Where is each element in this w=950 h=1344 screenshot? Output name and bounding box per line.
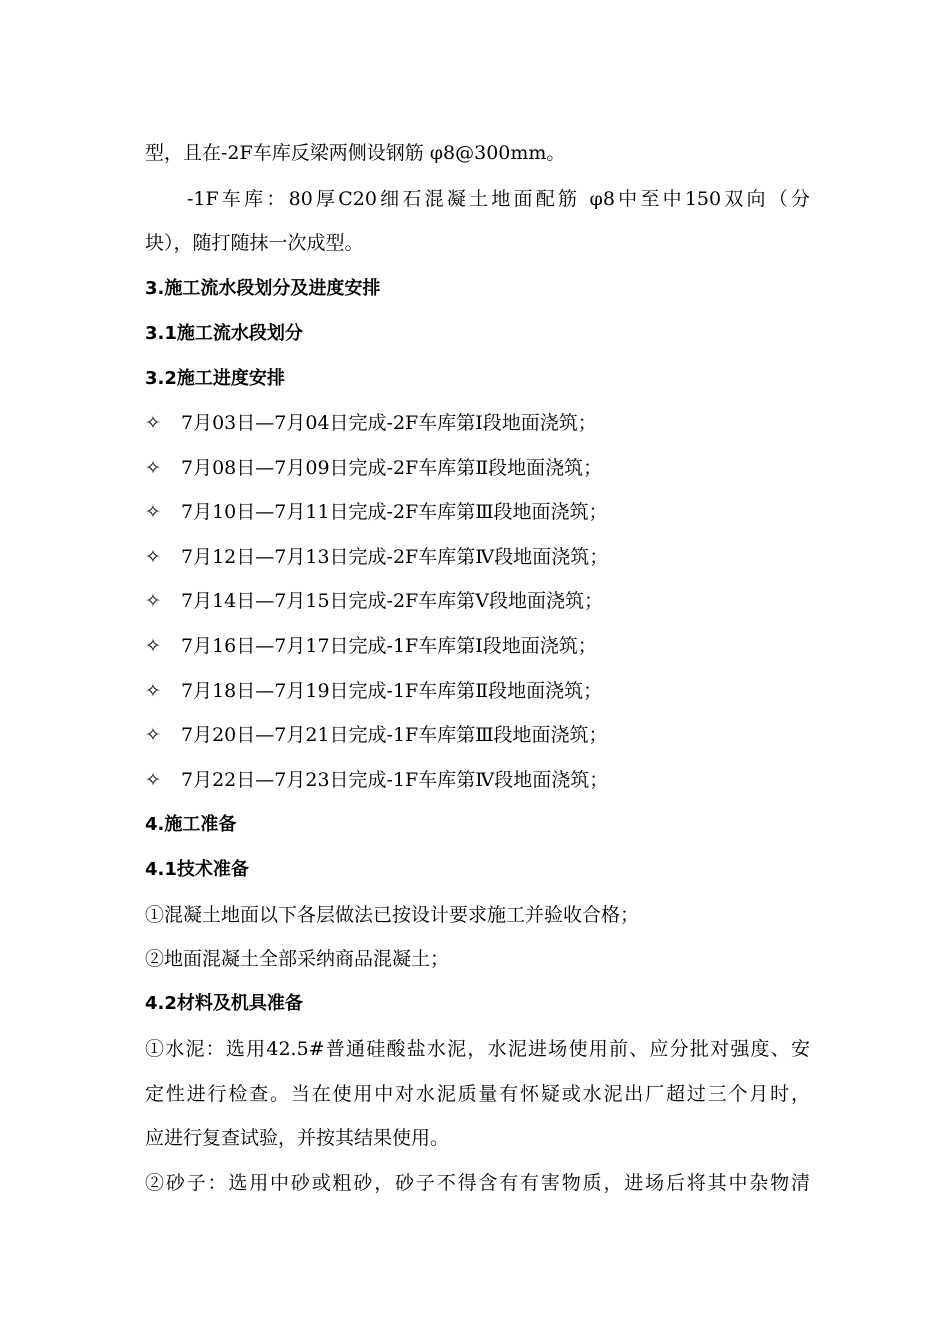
paragraph-line: 应进行复查试验，并按其结果使用。	[145, 1127, 450, 1149]
schedule-item-text: 7月22日—7月23日完成-1F车库第Ⅳ段地面浇筑；	[181, 768, 609, 791]
diamond-bullet-icon: ✧	[145, 501, 161, 524]
schedule-item-text: 7月18日—7月19日完成-1F车库第Ⅱ段地面浇筑；	[181, 679, 603, 702]
paragraph-line: 型，且在-2F车库反梁两侧设钢筋 φ8@300mm。	[145, 142, 566, 164]
subsection-heading: 3.2施工进度安排	[145, 368, 285, 389]
schedule-item	[145, 544, 810, 570]
paragraph-line: ②砂子：选用中砂或粗砂，砂子不得含有有害物质，进场后将其中杂物清	[145, 1172, 810, 1194]
schedule-item	[145, 410, 810, 436]
schedule-item-text: 7月08日—7月09日完成-2F车库第Ⅱ段地面浇筑；	[181, 456, 603, 479]
section-heading: 4.施工准备	[145, 814, 237, 835]
section-heading: 3.施工流水段划分及进度安排	[145, 278, 381, 299]
paragraph-line: 块），随打随抹一次成型。	[145, 232, 364, 254]
schedule-item-text: 7月16日—7月17日完成-1F车库第Ⅰ段地面浇筑；	[181, 635, 597, 657]
paragraph-line: ①水泥：选用42.5#普通硅酸盐水泥，水泥进场使用前、应分批对强度、安	[145, 1038, 810, 1060]
subsection-heading: 4.2材料及机具准备	[145, 993, 303, 1014]
diamond-bullet-icon: ✧	[145, 590, 161, 613]
paragraph-line: -1F车库：80厚C20细石混凝土地面配筋 φ8中至中150双向（分	[187, 188, 810, 210]
schedule-item-text: 7月14日—7月15日完成-2F车库第Ⅴ段地面浇筑；	[181, 590, 603, 613]
schedule-item	[145, 588, 810, 614]
schedule-item	[145, 722, 810, 748]
schedule-item	[145, 499, 810, 525]
paragraph-line: 定性进行检查。当在使用中对水泥质量有怀疑或水泥出厂超过三个月时，	[145, 1083, 810, 1105]
schedule-item	[145, 455, 810, 481]
schedule-item	[145, 633, 810, 659]
diamond-bullet-icon: ✧	[145, 679, 161, 702]
list-item: ②地面混凝土全部采纳商品混凝土；	[145, 948, 450, 970]
schedule-item-text: 7月10日—7月11日完成-2F车库第Ⅲ段地面浇筑；	[181, 501, 608, 524]
diamond-bullet-icon: ✧	[145, 412, 161, 434]
list-item: ①混凝土地面以下各层做法已按设计要求施工并验收合格；	[145, 904, 640, 926]
diamond-bullet-icon: ✧	[145, 724, 161, 747]
schedule-item	[145, 767, 810, 793]
diamond-bullet-icon: ✧	[145, 545, 161, 568]
subsection-heading: 4.1技术准备	[145, 859, 249, 880]
subsection-heading: 3.1施工流水段划分	[145, 323, 303, 344]
schedule-item-text: 7月20日—7月21日完成-1F车库第Ⅲ段地面浇筑；	[181, 724, 608, 747]
schedule-item-text: 7月03日—7月04日完成-2F车库第Ⅰ段地面浇筑；	[181, 412, 597, 434]
schedule-item-text: 7月12日—7月13日完成-2F车库第Ⅳ段地面浇筑；	[181, 545, 609, 568]
diamond-bullet-icon: ✧	[145, 456, 161, 479]
diamond-bullet-icon: ✧	[145, 768, 161, 791]
diamond-bullet-icon: ✧	[145, 635, 161, 657]
schedule-item	[145, 678, 810, 704]
